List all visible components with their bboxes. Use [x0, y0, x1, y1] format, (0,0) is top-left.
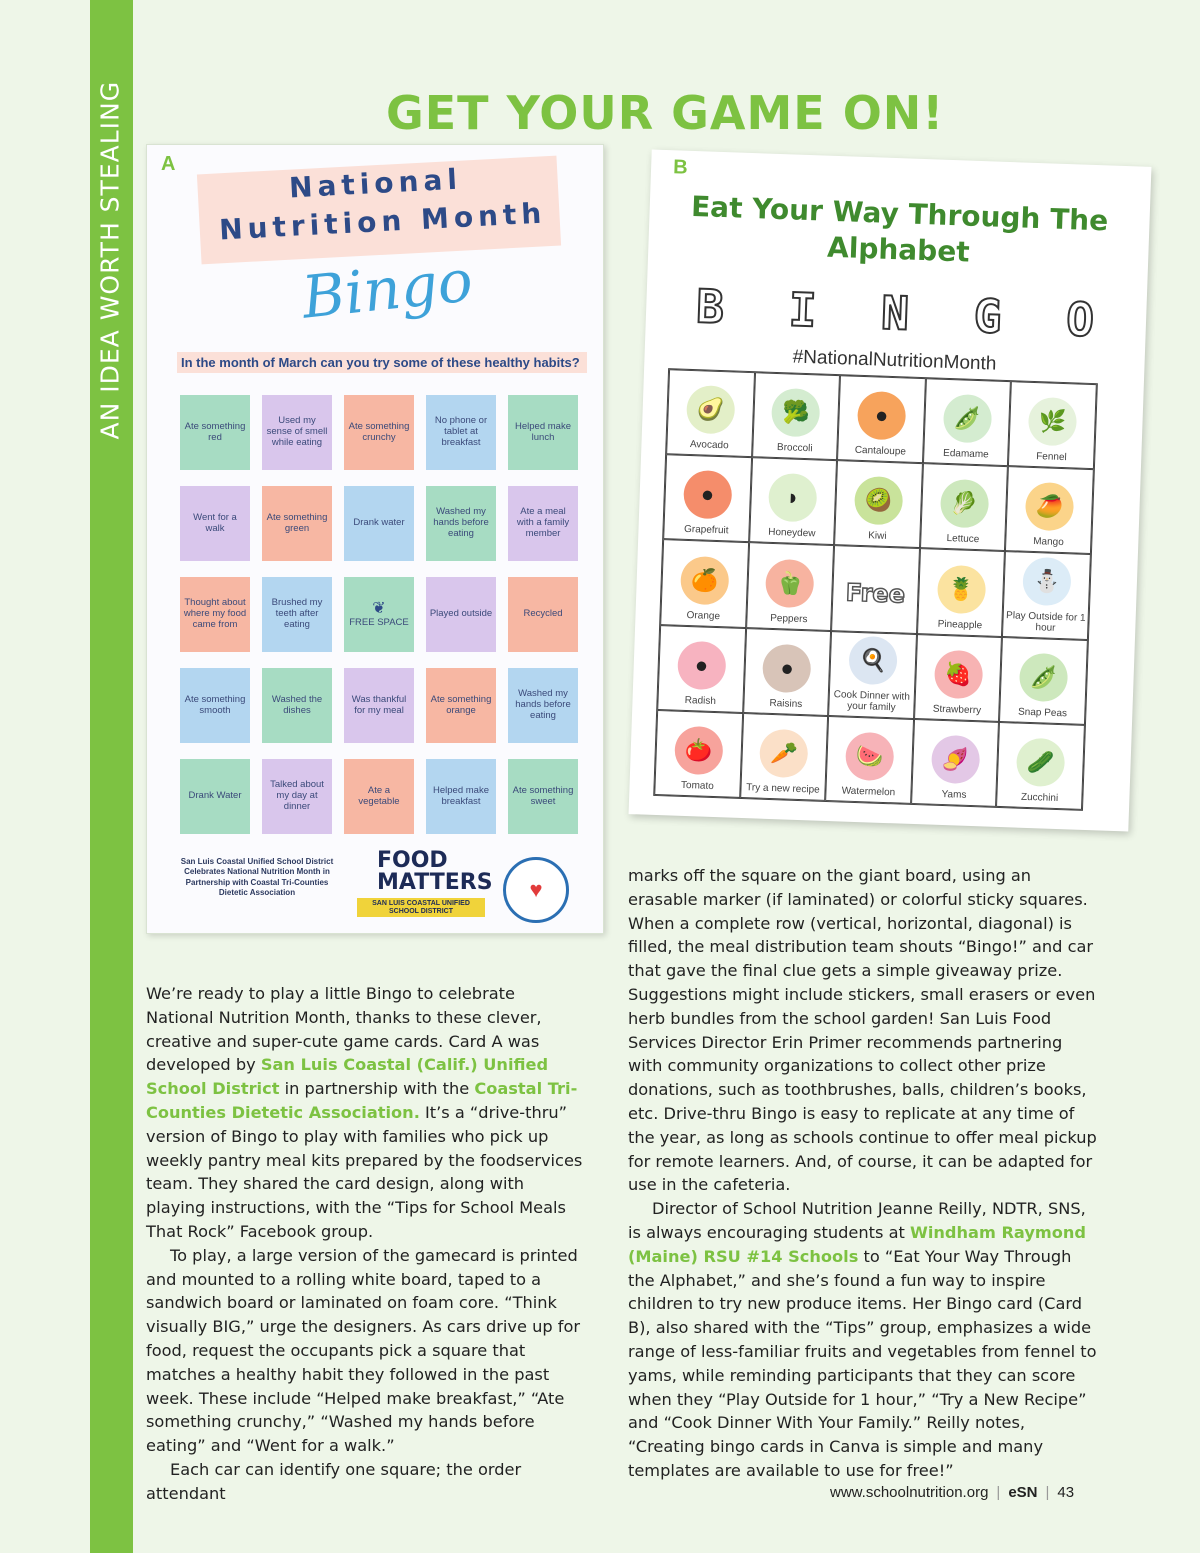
food-matters-logo-text: FOOD MATTERS: [377, 848, 493, 895]
card-a-square-label: Brushed my teeth after eating: [271, 597, 323, 630]
card-b-square: [666, 369, 755, 457]
card-b-square-label: Honeydew: [768, 527, 816, 540]
body-text: to “Eat Your Way Through the Alphabet,” and she’s found a fun way to inspire children to try new produce items. Her Bingo card (Card B), also shared with the “Tips” group, emphasizes a wide range of less-familiar fruits and vegetables from fennel to yams, while reminding participants that they can score when they “Play Outside for 1 hour,” “Try a New Recipe” and “Cook Dinner With Your Family.” Reilly notes, “Creating bingo cards in Canva is simple and many templates are available to use for free!”: [628, 1246, 1097, 1480]
card-b-square-label: Fennel: [1035, 451, 1067, 464]
card-a-square-label: Ate something red: [184, 420, 246, 443]
card-a-square-label: Ate a meal with a family member: [516, 506, 570, 539]
card-a-square: [262, 759, 332, 834]
card-b-square-label: Edamame: [942, 448, 989, 461]
card-a-square: [180, 668, 250, 743]
card-b-square: [920, 463, 1009, 551]
card-a-square: [344, 395, 414, 470]
card-a-title-line2: Nutrition Month: [218, 196, 548, 247]
produce-icon: ●: [857, 391, 907, 441]
produce-icon: 🥝: [854, 476, 904, 526]
card-b-square-label: Kiwi: [868, 530, 887, 543]
produce-icon: ●: [762, 643, 812, 693]
card-b-square-label: Mango: [1032, 536, 1064, 549]
card-b-square-label: Yams: [941, 788, 967, 801]
bingo-card-a: [146, 144, 604, 934]
card-a-square: [262, 668, 332, 743]
produce-icon: ●: [677, 641, 727, 691]
card-a-square-label: Helped make lunch: [515, 420, 571, 443]
dietetic-association-seal: [503, 857, 569, 923]
card-a-square: [508, 395, 578, 470]
card-b-square-label: Avocado: [689, 439, 729, 452]
footer-url: www.schoolnutrition.org: [830, 1484, 989, 1501]
card-b-square: [743, 628, 832, 716]
card-b-square: [831, 545, 920, 633]
produce-icon: 🥦: [771, 388, 821, 438]
card-b-square: [749, 457, 838, 545]
card-b-square: [654, 710, 743, 798]
card-b-square: [660, 540, 749, 628]
produce-icon: 🍊: [680, 555, 730, 605]
card-b-square-label: Peppers: [770, 612, 808, 625]
card-b-hashtag: #NationalNutritionMonth: [792, 346, 997, 375]
produce-icon: 🥕: [759, 729, 809, 779]
produce-icon: ●: [683, 470, 733, 520]
body-text: Each car can identify one square; the order attendant: [146, 1459, 522, 1503]
card-b-square-label: Zucchini: [1020, 791, 1059, 805]
bingo-letter: O: [1065, 292, 1097, 348]
footer-separator: |: [996, 1484, 1001, 1501]
article-paragraph: [146, 1458, 586, 1506]
produce-icon: ⛄: [1022, 556, 1072, 606]
bingo-card-b: [629, 149, 1152, 831]
card-b-square-label: Grapefruit: [683, 524, 729, 537]
food-matters-logo: [357, 848, 493, 920]
card-b-square: [828, 631, 917, 719]
card-a-square-label: Played outside: [429, 608, 493, 620]
card-b-square-label: Strawberry: [932, 703, 982, 717]
card-b-square-label: Tomato: [680, 779, 714, 793]
card-b-bingo-letters: [695, 279, 1097, 347]
card-b-square: [1005, 466, 1094, 554]
page-title: GET YOUR GAME ON!: [386, 86, 945, 140]
page-footer: [830, 1484, 1074, 1501]
card-b-grid: [653, 368, 1098, 811]
card-b-square: [1002, 551, 1091, 639]
card-a-square-label: Used my sense of smell while eating: [266, 415, 328, 448]
card-b-square: [746, 542, 835, 630]
card-a-square: [508, 668, 578, 743]
article-paragraph: [628, 1197, 1098, 1483]
produce-icon: 🥒: [1016, 738, 1066, 788]
card-b-square-label: Broccoli: [776, 442, 813, 455]
body-text: We’re ready to play a little Bingo to celebrate National Nutrition Month, thanks to these clever, creative and super-cute game cards. Card A was developed by: [146, 984, 542, 1075]
card-a-script-title: Bingo: [298, 246, 476, 332]
card-b-square: [663, 454, 752, 542]
card-b-square-label: Radish: [684, 694, 717, 707]
card-a-square: [344, 668, 414, 743]
article-column-left: [146, 982, 586, 1506]
card-a-square: [508, 486, 578, 561]
card-a-square-label: Ate something sweet: [512, 784, 574, 807]
section-label-text: AN IDEA WORTH STEALING: [95, 80, 125, 440]
produce-icon: 🫛: [1019, 652, 1069, 702]
footer-publication: eSN: [1008, 1484, 1038, 1501]
bingo-letter: N: [880, 285, 912, 341]
card-a-square-label: Recycled: [523, 608, 563, 620]
card-b-square-label: Snap Peas: [1017, 706, 1068, 720]
card-b-square: [911, 719, 1000, 807]
card-b-square: [996, 722, 1085, 810]
card-a-square-label: Drank water: [353, 517, 405, 529]
card-b-square: [752, 372, 841, 460]
article-paragraph: [628, 864, 1098, 1197]
card-a-square-label: Ate something crunchy: [348, 420, 410, 443]
card-a-square: [180, 759, 250, 834]
card-a-square: [262, 395, 332, 470]
highlighted-organization: Coastal Tri-Counties Dietetic Association.: [146, 1079, 578, 1122]
card-a-letter: A: [161, 153, 176, 175]
card-b-square-label: Raisins: [769, 697, 803, 710]
card-b-square-label: Cantaloupe: [854, 444, 907, 458]
card-b-square-label: Lettuce: [946, 533, 980, 546]
body-text: It’s a “drive-thru” version of Bingo to play with families who pick up weekly pantry meal kits prepared by the foodservices team. They shared the card design, along with playing instructions, with the “Tips for School Meals That Rock” Facebook group.: [146, 1102, 583, 1241]
produce-icon: 🫛: [942, 394, 992, 444]
card-a-square-label: Thought about where my food came from: [183, 597, 247, 630]
card-a-square: [426, 486, 496, 561]
heart-icon: ♥: [529, 877, 543, 902]
card-b-square: [914, 634, 1003, 722]
card-a-square-label: Was thankful for my meal: [351, 693, 407, 716]
card-a-footer-text: San Luis Coastal Unified School District Celebrates National Nutrition Month in Partnership with Coastal Tri-Counties Dietetic Association: [180, 857, 334, 898]
produce-icon: 🍠: [930, 735, 980, 785]
card-b-square: [740, 713, 829, 801]
produce-icon: 🥬: [939, 479, 989, 529]
card-b-square-label: Watermelon: [841, 785, 896, 799]
card-a-square: [426, 395, 496, 470]
produce-icon: 🍓: [933, 649, 983, 699]
card-a-square: [180, 577, 250, 652]
card-b-square: [923, 378, 1012, 466]
card-b-square: [999, 637, 1088, 725]
produce-icon: 🌿: [1028, 397, 1078, 447]
card-b-square: [657, 625, 746, 713]
card-a-square: [426, 759, 496, 834]
free-space-label: Free: [845, 578, 906, 609]
card-a-square: [344, 577, 414, 652]
card-b-square-label: Pineapple: [937, 618, 983, 631]
produce-icon: 🍳: [848, 635, 898, 685]
highlighted-organization: San Luis Coastal (Calif.) Unified School District: [146, 1055, 549, 1099]
footer-separator: |: [1045, 1484, 1050, 1501]
card-a-square-label: Talked about my day at dinner: [270, 779, 324, 812]
card-a-square-label: Washed the dishes: [271, 693, 323, 716]
body-text: Director of School Nutrition Jeanne Reilly, NDTR, SNS, is always encouraging students at: [628, 1199, 1086, 1242]
bingo-letter: G: [972, 288, 1005, 344]
card-b-letter: B: [672, 156, 688, 179]
card-a-square: [344, 486, 414, 561]
produce-icon: 🍉: [845, 732, 895, 782]
card-a-square-label: FREE SPACE: [349, 617, 409, 629]
card-a-square-label: Ate a vegetable: [358, 784, 400, 807]
highlighted-organization: Windham Raymond (Maine) RSU #14 Schools: [628, 1222, 1087, 1266]
card-a-square: [262, 577, 332, 652]
card-b-square: [837, 375, 926, 463]
card-a-square-label: Ate something orange: [430, 693, 492, 716]
card-a-grid: [180, 395, 575, 834]
body-text: To play, a large version of the gamecard is printed and mounted to a rolling white board, taped to a sandwich board or laminated on foam core. “Think visually BIG,” urge the designers. As cars drive up for food, request the occupants pick a square that matches a healthy habit they followed in the past week. These include “Helped make breakfast,” “Ate something crunchy,” “Washed my hands before eating” and “Went for a walk.”: [146, 1245, 581, 1456]
leaf-icon: ❦: [372, 599, 386, 617]
produce-icon: ◗: [768, 473, 818, 523]
card-a-square: [426, 577, 496, 652]
card-b-square: [834, 460, 923, 548]
bingo-letter: B: [695, 279, 727, 335]
card-b-square: [917, 548, 1006, 636]
produce-icon: 🫑: [765, 558, 815, 608]
card-a-square-label: Helped make breakfast: [433, 784, 489, 807]
card-a-square-label: Ate something smooth: [184, 693, 246, 716]
card-a-square: [426, 668, 496, 743]
article-paragraph: [146, 1244, 586, 1458]
card-b-square-label: Try a new recipe: [745, 782, 820, 796]
card-a-square: [344, 759, 414, 834]
footer-page-number: 43: [1057, 1484, 1075, 1501]
card-a-square: [262, 486, 332, 561]
card-b-square-label: Orange: [686, 609, 721, 622]
card-a-square-label: Went for a walk: [193, 511, 237, 534]
card-b-title: Eat Your Way Through The Alphabet: [690, 189, 1109, 270]
card-b-square: [1008, 381, 1097, 469]
card-a-question: In the month of March can you try some of these healthy habits?: [177, 352, 587, 373]
card-a-square: [180, 486, 250, 561]
bingo-letter: I: [787, 282, 820, 338]
card-a-square-label: Drank Water: [188, 790, 242, 802]
card-a-square-label: Washed my hands before eating: [515, 688, 571, 721]
card-a-square: [508, 577, 578, 652]
body-text: in partnership with the: [279, 1079, 475, 1099]
section-label: [90, 0, 133, 440]
card-a-square: [180, 395, 250, 470]
card-a-square-label: Washed my hands before eating: [433, 506, 489, 539]
article-column-right: [628, 864, 1098, 1483]
produce-icon: 🍅: [674, 726, 724, 776]
produce-icon: 🍍: [936, 564, 986, 614]
card-a-title-line1: National: [288, 162, 463, 205]
card-b-square: [825, 716, 914, 804]
food-matters-logo-banner: SAN LUIS COASTAL UNIFIED SCHOOL DISTRICT: [357, 898, 485, 917]
card-b-square-label: Cook Dinner with your family: [833, 688, 911, 714]
card-a-square-label: No phone or tablet at breakfast: [434, 415, 488, 448]
produce-icon: 🥑: [686, 385, 736, 435]
article-paragraph: [146, 982, 586, 1244]
body-text: marks off the square on the giant board, using an erasable marker (if laminated) or colorful sticky squares. When a complete row (vertical, horizontal, diagonal) is filled, the meal distribution team shouts “Bingo!” and car that gave the final clue gets a simple giveaway prize. Suggestions might include stickers, small erasers or even herb bundles from the school garden! San Luis Food Services Director Erin Primer recommends partnering with community organizations to collect other prize donations, such as toothbrushes, balls, children’s books, etc. Drive-thru Bingo is easy to replicate at any time of the year, as long as schools continue to offer meal pickup for remote learners. And, of course, it can be adapted for use in the cafeteria.: [628, 866, 1097, 1195]
produce-icon: 🥭: [1025, 482, 1075, 532]
card-a-square: [508, 759, 578, 834]
card-b-square-label: Play Outside for 1 hour: [1005, 609, 1086, 634]
card-a-square-label: Ate something green: [266, 511, 328, 534]
